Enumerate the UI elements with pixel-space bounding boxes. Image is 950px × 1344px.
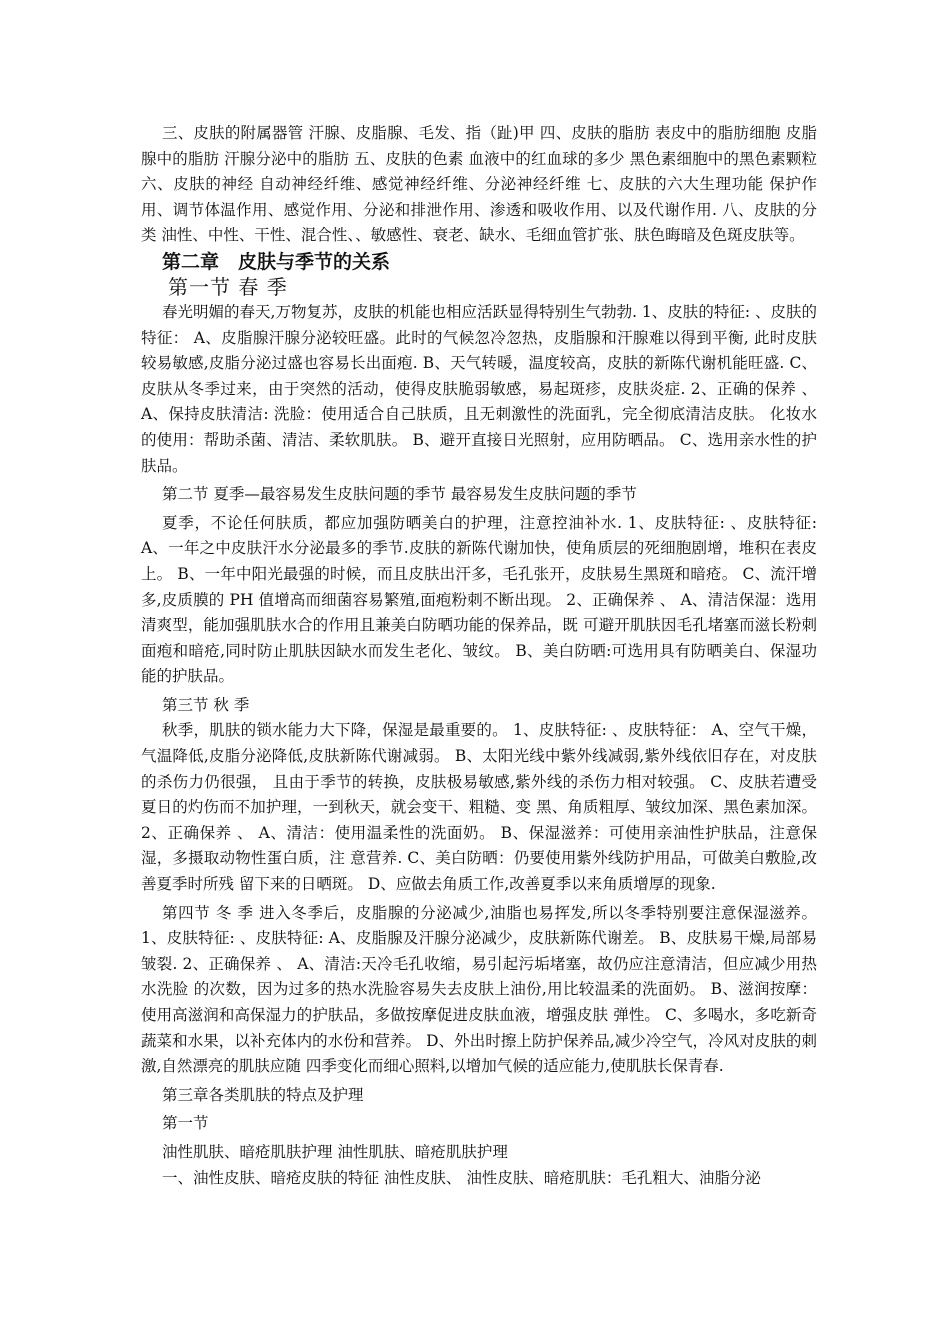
ch3-section-1-title: 第一节: [162, 1114, 209, 1133]
section-summer-title: 第二节 夏季—最容易发生皮肤问题的季节 最容易发生皮肤问题的季节: [162, 485, 637, 504]
intro-paragraph: 三、皮肤的附属器管 汗腺、皮脂腺、毛发、指（趾)甲 四、皮肤的脂肪 表皮中的脂肪细胞 皮脂腺中的脂肪 汗腺分泌中的脂肪 五、皮肤的色素 血液中的红血球的多少 黑色素细胞中的黑色素颗粒 六、皮肤的神经 自动神经纤维、感觉神经纤维、分泌神经纤维 七、皮肤的六大生理功能 保护作用、调节体温作用、感觉作用、分泌和排泄作用、渗透和吸收作用、以及代谢作用. 八、皮肤的分类 油性、中性、干性、混合性、、敏感性、衰老、缺水、毛细血管扩张、肤色晦暗及色斑皮肤等。: [141, 124, 817, 245]
chapter-2-title: 第二章 皮肤与季节的关系: [162, 250, 391, 273]
summer-paragraph: 夏季，不论任何肤质，都应加强防晒美白的护理，注意控油补水. 1、皮肤特征: 、皮肤特征: A、一年之中皮肤汗水分泌最多的季节.皮肤的新陈代谢加快，使角质层的死细胞剧增，堆积在表皮上。 B、一年中阳光最强的时候，而且皮肤出汗多，毛孔张开，皮肤易生黑斑和暗疮。 C、流汗增多,皮质膜的 PH 值增高而细菌容易繁殖,面疱粉刺不断出现。 2、正确保养 、 A、清洁保湿：选用清爽型，能加强肌肤水合的作用且兼美白防晒功能的保养品，既 可避开肌肤因毛孔堵塞而滋长粉刺面疱和暗疮,同时防止肌肤因缺水而发生老化、皱纹。 B、美白防晒:可选用具有防晒美白、保湿功能的护肤品。: [141, 513, 817, 686]
chapter-3-title: 第三章各类肌肤的特点及护理: [162, 1085, 364, 1104]
ch3-section-1-subtitle: 油性肌肤、暗疮肌肤护理 油性肌肤、暗疮肌肤护理: [162, 1142, 508, 1161]
document-page: [141, 121, 817, 1191]
autumn-paragraph: 秋季，肌肤的锁水能力大下降，保湿是最重要的。 1、皮肤特征: 、皮肤特征： A、空气干燥，气温降低,皮脂分泌降低,皮肤新陈代谢减弱。 B、太阳光线中紫外线减弱,紫外线依旧存在，对皮肤的杀伤力仍很强， 且由于季节的转换，皮肤极易敏感,紫外线的杀伤力相对较强。 C、皮肤若遭受夏日的灼伤而不加护理，一到秋天，就会变干、粗糙、变 黑、角质粗厚、皱纹加深、黑色素加深。 2、正确保养 、 A、清洁：使用温柔性的洗面奶。 B、保湿滋养：可使用亲油性护肤品，注意保湿，多摄取动物性蛋白质，注 意营养. C、美白防晒：仍要使用紫外线防护用品，可做美白敷脸,改善夏季时所残 留下来的日晒斑。 D、应做去角质工作,改善夏季以来角质增厚的现象.: [141, 721, 817, 894]
spring-paragraph: 春光明媚的春天,万物复苏，皮肤的机能也相应活跃显得特别生气勃勃. 1、皮肤的特征: 、皮肤的特征： A、皮脂腺汗腺分泌较旺盛。此时的气候忽冷忽热，皮脂腺和汗腺难以得到平衡, 此时皮肤较易敏感,皮脂分泌过盛也容易长出面疱. B、天气转暖，温度较高，皮肤的新陈代谢机能旺盛. C、皮肤从冬季过来，由于突然的活动，使得皮肤脆弱敏感，易起斑疹，皮肤炎症. 2、正确的保养 、 A、保持皮肤清洁: 洗脸：使用适合自己肤质，且无刺激性的洗面乳，完全彻底清洁皮肤。 化妆水的使用：帮助杀菌、清洁、柔软肌肤。 B、避开直接日光照射，应用防晒品。 C、选用亲水性的护肤品。: [141, 302, 817, 475]
section-autumn-title: 第三节 秋 季: [162, 695, 250, 714]
section-spring-title: 第一节 春 季: [168, 274, 288, 299]
ch3-last-line: 一、油性皮肤、暗疮皮肤的特征 油性皮肤、 油性皮肤、暗疮肌肤：毛孔粗大、油脂分泌: [162, 1168, 761, 1187]
winter-paragraph: 第四节 冬 季 进入冬季后，皮脂腺的分泌减少,油脂也易挥发,所以冬季特别要注意保湿滋养。 1、皮肤特征: 、皮肤特征: A、皮脂腺及汗腺分泌减少，皮肤新陈代谢差。 B、皮肤易干燥,局部易皱裂. 2、正确保养 、 A、清洁:天冷毛孔收缩，易引起污垢堵塞，故仍应注意清洁，但应减少用热水洗脸 的次数，因为过多的热水洗脸容易失去皮肤上油份,用比较温柔的洗面奶。 B、滋润按摩：使用高滋润和高保湿力的护肤品，多做按摩促进皮肤血液，增强皮肤 弹性。 C、多喝水，多吃新奇蔬菜和水果，以补充体内的水份和营养。 D、外出时擦上防护保养品,减少冷空气，冷风对皮肤的刺激,自然漂亮的肌肤应随 四季变化而细心照料,以增加气候的适应能力,使肌肤长保青春.: [141, 903, 817, 1076]
